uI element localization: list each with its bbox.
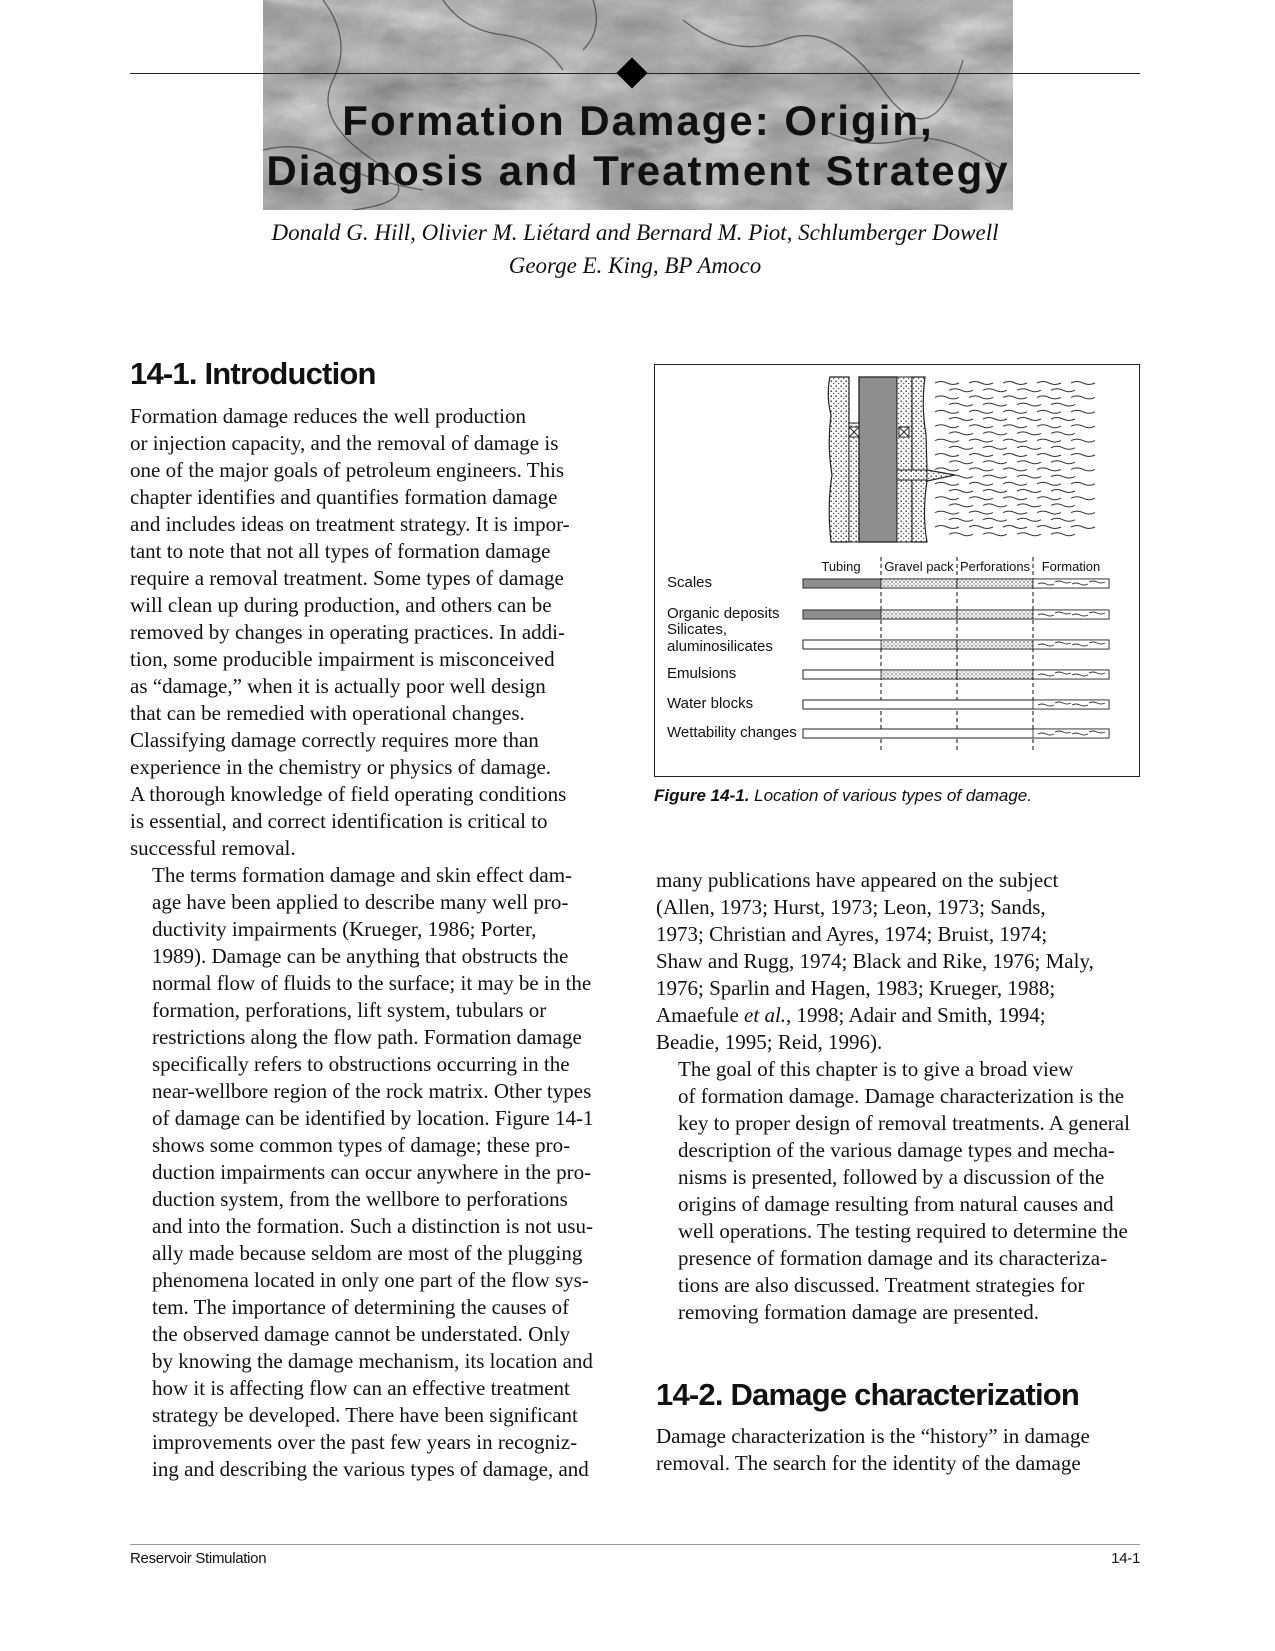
- formation-grain-mark: [983, 389, 1007, 392]
- figure-caption: [654, 786, 1032, 806]
- formation-grain-mark: [969, 410, 993, 413]
- text-line: improvements over the past few years in recogniz-: [152, 1430, 578, 1454]
- formation-grain-mark: [1037, 439, 1061, 442]
- text-line: 1973; Christian and Ayres, 1974; Bruist, 1974;: [656, 922, 1048, 946]
- formation-grain-mark: [949, 403, 973, 406]
- text-line: strategy be developed. There have been significant: [152, 1403, 578, 1427]
- formation-grain-mark: [1017, 389, 1041, 392]
- text-line: ing and describing the various types of damage, and: [152, 1457, 589, 1481]
- gravel-pack-damage-segment: [881, 640, 957, 649]
- text-line: duction impairments can occur anywhere in the pro-: [152, 1160, 592, 1184]
- chapter-title-line: Diagnosis and Treatment Strategy: [266, 147, 1010, 194]
- wellbore-illustration: [828, 377, 1095, 542]
- formation-grain-mark: [969, 439, 993, 442]
- gravel-pack-damage-segment: [881, 610, 957, 619]
- formation-grain-mark: [1051, 461, 1075, 464]
- formation-grain-mark: [1051, 533, 1075, 536]
- formation-grain-mark: [949, 504, 973, 507]
- formation-grain-mark: [935, 482, 959, 485]
- text-line: Classifying damage correctly requires more than: [130, 728, 539, 752]
- formation-damage-segment: [1033, 670, 1109, 679]
- formation-grain-mark: [949, 475, 973, 478]
- formation-grain-mark: [969, 396, 993, 399]
- text-line: The goal of this chapter is to give a broad view: [678, 1057, 1074, 1081]
- text-line: how it is affecting flow can an effective treatment: [152, 1376, 570, 1400]
- gravel-pack-damage-segment: [881, 579, 957, 588]
- formation-grain-mark: [949, 432, 973, 435]
- formation-grain-mark: [1071, 439, 1095, 442]
- text-line: 1976; Sparlin and Hagen, 1983; Krueger, 1988;: [656, 976, 1056, 1000]
- formation-grain-mark: [1071, 410, 1095, 413]
- paragraph: [656, 867, 1141, 1056]
- formation-damage-segment: [1033, 579, 1109, 588]
- perforations-damage-segment: [957, 670, 1033, 679]
- text-line: or injection capacity, and the removal of damage is: [130, 431, 559, 455]
- text-line: Beadie, 1995; Reid, 1996).: [656, 1030, 883, 1054]
- formation-grain-mark: [1017, 418, 1041, 421]
- text-line: removal. The search for the identity of the damage: [656, 1451, 1081, 1475]
- text-line: 1989). Damage can be anything that obstructs the: [152, 944, 569, 968]
- text-line: near-wellbore region of the rock matrix. Other types: [152, 1079, 592, 1103]
- text-line: as “damage,” when it is actually poor well design: [130, 674, 546, 698]
- text-line: will clean up during production, and others can be: [130, 593, 552, 617]
- text-line: Damage characterization is the “history” in damage: [656, 1424, 1090, 1448]
- formation-grain-mark: [983, 490, 1007, 493]
- text-line: Formation damage reduces the well production: [130, 404, 526, 428]
- damage-type-label: Silicates,: [667, 621, 728, 638]
- text-line: shows some common types of damage; these pro-: [152, 1133, 571, 1157]
- text-line: tions are also discussed. Treatment strategies for: [678, 1273, 1085, 1297]
- formation-grain-mark: [949, 518, 973, 521]
- text-line: restrictions along the flow path. Formation damage: [152, 1025, 582, 1049]
- formation-grain-mark: [1003, 526, 1027, 529]
- paragraph: [656, 1423, 1141, 1477]
- formation-grain-mark: [1051, 504, 1075, 507]
- footer-book-title: Reservoir Stimulation: [130, 1550, 267, 1567]
- formation-grain-mark: [949, 446, 973, 449]
- formation-grain-mark: [983, 518, 1007, 521]
- text-line: the observed damage cannot be understated. Only: [152, 1322, 571, 1346]
- formation-grain-mark: [983, 446, 1007, 449]
- formation-grain-mark: [1037, 511, 1061, 514]
- formation-grain-mark: [1017, 490, 1041, 493]
- formation-grain-mark: [969, 526, 993, 529]
- text-line: phenomena located in only one part of the flow sys-: [152, 1268, 589, 1292]
- column-label: Perforations: [959, 559, 1031, 574]
- tubing-damage-segment: [803, 579, 881, 588]
- text-line: chapter identifies and quantifies formation damage: [130, 485, 558, 509]
- formation-grain-mark: [1051, 403, 1075, 406]
- formation-grain-mark: [1037, 454, 1061, 457]
- formation-grain-mark: [1037, 482, 1061, 485]
- formation-grain-mark: [1003, 468, 1027, 471]
- text-line: removed by changes in operating practices. In addi-: [130, 620, 566, 644]
- gravel-pack-damage-segment: [881, 670, 957, 679]
- formation-grain-mark: [1037, 410, 1061, 413]
- text-line: nisms is presented, followed by a discussion of the: [678, 1165, 1105, 1189]
- formation-grain-mark: [983, 504, 1007, 507]
- chapter-title-line: Formation Damage: Origin,: [342, 97, 934, 144]
- formation-grain-mark: [1037, 526, 1061, 529]
- section-heading-damage-characterization: 14-2. Damage characterization: [656, 1377, 1080, 1412]
- formation-grain-mark: [1051, 475, 1075, 478]
- formation-grain-mark: [1071, 526, 1095, 529]
- section2-body: [656, 1423, 1141, 1477]
- formation-grain-mark: [1071, 468, 1095, 471]
- formation-grain-mark: [1071, 382, 1095, 385]
- text-line: well operations. The testing required to determine the: [678, 1219, 1128, 1243]
- text-line: duction system, from the wellbore to perforations: [152, 1187, 568, 1211]
- damage-type-label: Water blocks: [667, 695, 754, 712]
- formation-grain-mark: [1017, 533, 1041, 536]
- formation-grain-mark: [935, 497, 959, 500]
- footer-rule: [130, 1544, 1140, 1545]
- formation-grain-mark: [983, 461, 1007, 464]
- formation-grain-mark: [949, 490, 973, 493]
- perforations-damage-segment: [957, 610, 1033, 619]
- text-line: tem. The importance of determining the causes of: [152, 1295, 570, 1319]
- authors-line: Donald G. Hill, Olivier M. Liétard and Bernard M. Piot, Schlumberger Dowell: [271, 220, 999, 245]
- formation-grain-mark: [1051, 389, 1075, 392]
- formation-grain-mark: [1003, 425, 1027, 428]
- text-line: (Allen, 1973; Hurst, 1973; Leon, 1973; Sands,: [656, 895, 1046, 919]
- damage-type-label: Emulsions: [667, 665, 737, 682]
- column-label: Formation: [1041, 559, 1101, 574]
- formation-grain-mark: [969, 468, 993, 471]
- damage-location-table: [667, 557, 1109, 750]
- formation-damage-segment: [1033, 729, 1109, 738]
- text-line: many publications have appeared on the subject: [656, 868, 1059, 892]
- formation-grain-mark: [949, 461, 973, 464]
- formation-grain-mark: [1003, 410, 1027, 413]
- text-line: and into the formation. Such a distinction is not usu-: [152, 1214, 593, 1238]
- figure-number: Figure 14-1.: [654, 786, 750, 805]
- text-line: tant to note that not all types of formation damage: [130, 539, 551, 563]
- text-line: presence of formation damage and its characteriza-: [678, 1246, 1108, 1270]
- chapter-title: [263, 96, 1013, 196]
- formation-grain-mark: [1071, 425, 1095, 428]
- formation-grain-mark: [935, 468, 959, 471]
- formation-grain-mark: [1051, 432, 1075, 435]
- text-line: normal flow of fluids to the surface; it may be in the: [152, 971, 592, 995]
- formation-grain-mark: [935, 454, 959, 457]
- formation-grain-mark: [1071, 396, 1095, 399]
- tubing-damage-segment: [803, 610, 881, 619]
- formation-grain-mark: [1017, 518, 1041, 521]
- formation-grain-mark: [949, 418, 973, 421]
- text-line: of damage can be identified by location. Figure 14-1: [152, 1106, 594, 1130]
- text-line: Shaw and Rugg, 1974; Black and Rike, 1976; Maly,: [656, 949, 1094, 973]
- formation-grain-mark: [935, 511, 959, 514]
- formation-grain-mark: [969, 425, 993, 428]
- text-line: A thorough knowledge of field operating conditions: [130, 782, 567, 806]
- formation-damage-segment: [1033, 640, 1109, 649]
- text-line: removing formation damage are presented.: [678, 1300, 1039, 1324]
- figure-14-1: [654, 364, 1140, 777]
- formation-grain-mark: [983, 418, 1007, 421]
- formation-grain-mark: [935, 382, 959, 385]
- formation-grain-mark: [1017, 432, 1041, 435]
- formation-grain-mark: [969, 454, 993, 457]
- formation-grain-mark: [1071, 497, 1095, 500]
- text-line: tion, some producible impairment is misconceived: [130, 647, 555, 671]
- formation-grain-mark: [1017, 403, 1041, 406]
- text-line: by knowing the damage mechanism, its location and: [152, 1349, 593, 1373]
- formation-grain-mark: [1003, 396, 1027, 399]
- formation-grain-mark: [1037, 425, 1061, 428]
- footer-page-number: 14-1: [1111, 1550, 1140, 1567]
- formation-grain-mark: [949, 533, 973, 536]
- figure-caption-text: Location of various types of damage.: [749, 786, 1032, 805]
- formation-damage-segment: [1033, 610, 1109, 619]
- formation-grain-mark: [1003, 454, 1027, 457]
- text-line: origins of damage resulting from natural causes and: [678, 1192, 1114, 1216]
- formation-grain-mark: [935, 425, 959, 428]
- formation-grain-mark: [935, 439, 959, 442]
- column-label: Tubing: [821, 559, 861, 574]
- text-line: The terms formation damage and skin effect dam-: [152, 863, 573, 887]
- formation-grain-mark: [1003, 482, 1027, 485]
- formation-grain-mark: [1037, 382, 1061, 385]
- paragraph: [656, 1056, 1141, 1326]
- formation-grain-mark: [969, 382, 993, 385]
- text-line: specifically refers to obstructions occurring in the: [152, 1052, 570, 1076]
- text-line: ductivity impairments (Krueger, 1986; Porter,: [152, 917, 537, 941]
- text-line: Amaefule et al., 1998; Adair and Smith, 1994;: [656, 1003, 1046, 1027]
- text-line: ally made because seldom are most of the plugging: [152, 1241, 583, 1265]
- paragraph: [130, 862, 615, 1483]
- text-line: age have been applied to describe many well pro-: [152, 890, 569, 914]
- authors-line: George E. King, BP Amoco: [508, 253, 762, 278]
- formation-grain-mark: [935, 410, 959, 413]
- text-line: require a removal treatment. Some types of damage: [130, 566, 564, 590]
- formation-grain-mark: [1003, 382, 1027, 385]
- formation-grain-mark: [1071, 482, 1095, 485]
- formation-grain-mark: [983, 533, 1007, 536]
- perforations-damage-segment: [957, 579, 1033, 588]
- paragraph: [130, 403, 615, 862]
- left-column: [130, 403, 615, 1483]
- formation-grain-mark: [1037, 396, 1061, 399]
- right-column: [656, 867, 1141, 1326]
- text-line: of formation damage. Damage characterization is the: [678, 1084, 1125, 1108]
- text-line: formation, perforations, lift system, tubulars or: [152, 998, 547, 1022]
- formation-grain-mark: [1003, 439, 1027, 442]
- section-heading-introduction: 14-1. Introduction: [130, 356, 376, 391]
- column-label: Gravel pack: [884, 559, 954, 574]
- formation-grain-mark: [935, 526, 959, 529]
- formation-grain-mark: [1071, 511, 1095, 514]
- formation-grain-mark: [1017, 446, 1041, 449]
- formation-grain-mark: [1051, 418, 1075, 421]
- formation-grain-mark: [1071, 454, 1095, 457]
- formation-grain-mark: [1051, 518, 1075, 521]
- formation-grain-mark: [1037, 468, 1061, 471]
- damage-type-label: Organic deposits: [667, 605, 780, 622]
- text-line: successful removal.: [130, 836, 296, 860]
- formation-grain-mark: [1017, 461, 1041, 464]
- formation-grain-mark: [969, 482, 993, 485]
- formation-grain-mark: [983, 403, 1007, 406]
- formation-damage-segment: [1033, 700, 1109, 709]
- formation-grain-mark: [935, 396, 959, 399]
- formation-grain-mark: [1051, 446, 1075, 449]
- damage-location-diagram: [655, 365, 1141, 778]
- perforations-damage-segment: [957, 640, 1033, 649]
- damage-type-label: aluminosilicates: [667, 638, 773, 655]
- text-line: key to proper design of removal treatments. A general: [678, 1111, 1130, 1135]
- damage-type-label: Wettability changes: [667, 724, 797, 741]
- formation-grain-mark: [949, 389, 973, 392]
- formation-grain-mark: [1017, 504, 1041, 507]
- formation-grain-mark: [969, 511, 993, 514]
- formation-grain-mark: [1037, 497, 1061, 500]
- text-line: description of the various damage types and mecha-: [678, 1138, 1115, 1162]
- text-line: is essential, and correct identification is critical to: [130, 809, 548, 833]
- formation-grain-mark: [1051, 490, 1075, 493]
- formation-grain-mark: [1003, 497, 1027, 500]
- formation-grain-mark: [1003, 511, 1027, 514]
- formation-grain-mark: [983, 475, 1007, 478]
- damage-type-label: Scales: [667, 574, 713, 591]
- text-line: one of the major goals of petroleum engineers. This: [130, 458, 565, 482]
- formation-grain-mark: [983, 432, 1007, 435]
- text-line: that can be remedied with operational changes.: [130, 701, 525, 725]
- formation-grain-mark: [1017, 475, 1041, 478]
- text-line: and includes ideas on treatment strategy. It is impor-: [130, 512, 570, 536]
- text-line: experience in the chemistry or physics of damage.: [130, 755, 552, 779]
- formation-grain-mark: [969, 497, 993, 500]
